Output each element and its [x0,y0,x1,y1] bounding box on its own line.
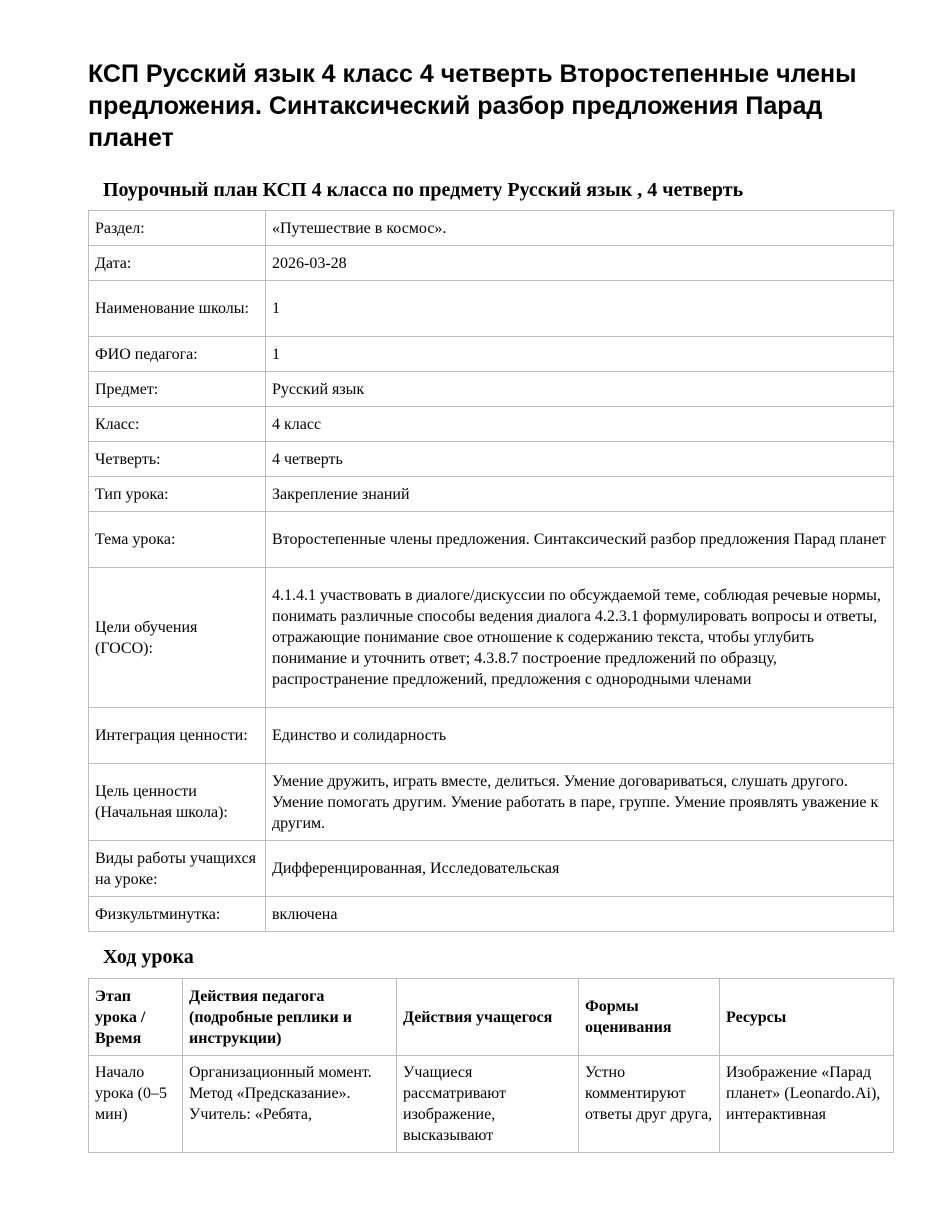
info-value: 2026-03-28 [266,246,894,281]
document-title: КСП Русский язык 4 класс 4 четверть Второстепенные члены предложения. Синтаксический разбор предложения Парад планет [88,60,857,152]
info-row-objectives [89,568,894,708]
info-value: включена [266,897,894,932]
lesson-cell-teacher: Организационный момент. Метод «Предсказание». Учитель: «Ребята, [183,1056,397,1153]
info-value: Второстепенные члены предложения. Синтаксический разбор предложения Парад планет [266,512,894,568]
lesson-header-row [89,979,894,1056]
info-label: ФИО педагога: [89,337,266,372]
header-assessment: Формы оценивания [579,979,720,1056]
lesson-info-table [88,210,894,932]
info-label: Класс: [89,407,266,442]
lesson-cell-student: Учащиеся рассматривают изображение, высказывают [397,1056,579,1153]
info-value: Умение дружить, играть вместе, делиться. Умение договариваться, слушать другого. Умение помогать другим. Умение работать в паре, группе. Умение проявлять уважение к другим. [266,764,894,841]
info-label: Дата: [89,246,266,281]
lesson-cell-resources: Изображение «Парад планет» (Leonardo.Ai), интерактивная [720,1056,894,1153]
header-teacher-actions: Действия педагога (подробные реплики и инструкции) [183,979,397,1056]
info-value: 4.1.4.1 участвовать в диалоге/дискуссии по обсуждаемой теме, соблюдая речевые нормы, понимать различные способы ведения диалога 4.2.3.1 формулировать вопросы и ответы, отражающие понимание свое отношение к содержанию текста, чтобы углубить понимание и уточнить ответ; 4.3.8.7 построение предложений по образцу, распространение предложений, предложения с однородными членами [266,568,894,708]
header-resources: Ресурсы [720,979,894,1056]
header-student-actions: Действия учащегося [397,979,579,1056]
info-row-grade [89,407,894,442]
info-label: Физкультминутка: [89,897,266,932]
info-row-quarter [89,442,894,477]
info-value: Закрепление знаний [266,477,894,512]
plan-heading: Поурочный план КСП 4 класса по предмету Русский язык , 4 четверть [103,179,744,201]
lesson-row [89,1056,894,1153]
info-value: Единство и солидарность [266,708,894,764]
info-value: Дифференцированная, Исследовательская [266,841,894,897]
info-row-value-goal [89,764,894,841]
info-row-school [89,281,894,337]
info-value: «Путешествие в космос». [266,211,894,246]
header-stage: Этап урока / Время [89,979,183,1056]
info-row-value-integration [89,708,894,764]
info-value: 1 [266,281,894,337]
info-value: Русский язык [266,372,894,407]
info-label: Тема урока: [89,512,266,568]
lesson-flow-table [88,978,894,1153]
info-label: Тип урока: [89,477,266,512]
info-label: Четверть: [89,442,266,477]
info-label: Раздел: [89,211,266,246]
info-row-section [89,211,894,246]
lesson-cell-stage: Начало урока (0–5 мин) [89,1056,183,1153]
info-row-teacher [89,337,894,372]
info-row-work-types [89,841,894,897]
info-row-exercise [89,897,894,932]
info-value: 4 класс [266,407,894,442]
info-label: Предмет: [89,372,266,407]
info-row-date [89,246,894,281]
info-value: 4 четверть [266,442,894,477]
info-row-subject [89,372,894,407]
info-row-topic [89,512,894,568]
lesson-flow-heading: Ход урока [103,946,194,968]
lesson-cell-assessment: Устно комментируют ответы друг друга, [579,1056,720,1153]
info-label: Виды работы учащихся на уроке: [89,841,266,897]
info-label: Цели обучения (ГОСО): [89,568,266,708]
info-value: 1 [266,337,894,372]
info-label: Интеграция ценности: [89,708,266,764]
info-row-lesson-type [89,477,894,512]
info-label: Наименование школы: [89,281,266,337]
info-label: Цель ценности (Начальная школа): [89,764,266,841]
